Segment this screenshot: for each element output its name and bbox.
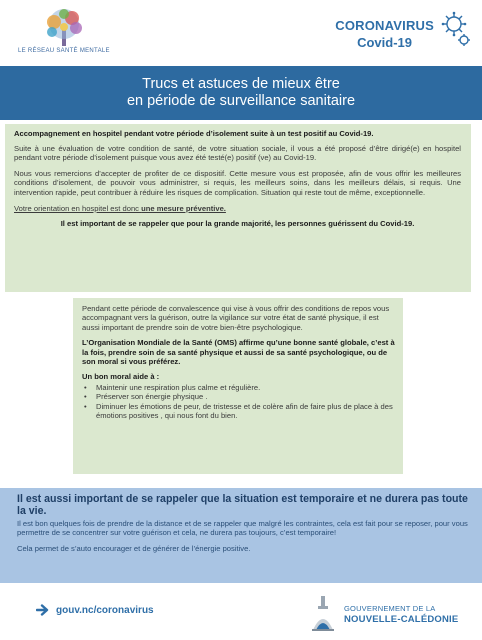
tree-logo-icon — [34, 8, 94, 46]
section3-headline: Il est aussi important de se rappeler que la situation est temporaire et ne durera pas toute la vie. — [17, 493, 468, 518]
list-item: • Maintenir une respiration plus calme et régulière. — [82, 383, 395, 392]
wellbeing-box — [73, 298, 403, 474]
section1-paragraph-1: Suite à une évaluation de votre condition de santé, de votre situation sociale, il vous a été proposé d’être dirigé(e) en hospitel pendant votre période d’isolement puisque vous avez été testé(e) positif (ve) au Covid-19. — [14, 143, 461, 163]
list-item: • Diminuer les émotions de peur, de tristesse et de colère afin de faire plus de place à des émotions positives , qui nous font du bien. — [82, 402, 395, 421]
banner-title-line1: Trucs et astuces de mieux être — [142, 76, 340, 92]
gov-line-2: NOUVELLE-CALÉDONIE — [344, 614, 459, 625]
hospitel-info-box — [5, 124, 471, 292]
gov-emblem-icon — [310, 594, 336, 632]
reseau-sante-mentale-logo — [18, 8, 138, 60]
logo-caption: LE RÉSEAU SANTÉ MENTALE — [18, 48, 110, 54]
covid-subtitle: Covid-19 — [357, 35, 412, 50]
virus-icon — [432, 10, 472, 50]
gouv-coronavirus-link[interactable] — [36, 604, 154, 616]
coronavirus-logo — [307, 10, 472, 58]
orientation-statement — [14, 204, 461, 214]
title-banner — [0, 66, 482, 120]
section2-intro: Pendant cette période de convalescence qui vise à vous offrir des conditions de repos vous accompagnant vers la guérison, outre la vigilance sur votre état de santé physique, il est aussi important de prendre soin de votre bien-être psychologique. — [82, 304, 390, 332]
list-item: • Préserver son énergie physique . — [82, 392, 395, 401]
government-logo — [310, 594, 470, 634]
banner-title-line2: en période de surveillance sanitaire — [126, 93, 356, 109]
orientation-strong: une mesure préventive. — [141, 203, 226, 213]
section3-paragraph-2: Cela permet de s’auto encourager et de générer de l’énergie positive. — [17, 543, 251, 553]
coronavirus-title: CORONAVIRUS — [335, 18, 434, 33]
section1-paragraph-2: Nous vous remercions d’accepter de profiter de ce dispositif. Cette mesure vous est proposée, afin de vous offrir les meilleures conditions d’isolement, de pouvoir vous administrer, si requis, les meilleurs soins, dans les meilleurs délais, si requis. Une intervention rapide, peut contribuer à réduire les risques de complication. Situation qui reste tout de même, exceptionnelle. — [14, 168, 461, 197]
section1-heading: Accompagnement en hospitel pendant votre période d’isolement suite à un test positif au Covid-19. — [14, 129, 374, 138]
section3-paragraph-1: Il est bon quelques fois de prendre de la distance et de se rappeler que malgré les contraintes, cela est fait pour se reposer, pour vous permettre de se concentrer sur votre guérison et cela, ne durera pas toujours, c’est temporaire! — [17, 518, 468, 538]
footer-link-text[interactable]: gouv.nc/coronavirus — [56, 604, 154, 616]
oms-statement: L’Organisation Mondiale de la Santé (OMS) affirme qu’une bonne santé globale, c’est à la fois, prendre soin de sa santé physique et aussi de sa santé psychologique, ou de son moral si vous préférez. — [82, 338, 395, 367]
moral-list-title: Un bon moral aide à : — [82, 372, 160, 382]
orientation-text: Votre orientation en hospitel est donc — [14, 203, 142, 213]
gov-line-1: GOUVERNEMENT DE LA — [344, 604, 436, 613]
important-reminder: Il est important de se rappeler que pour la grande majorité, les personnes guérissent du Covid-19. — [60, 219, 415, 229]
moral-benefits-list — [82, 383, 395, 421]
temporary-situation-box — [0, 488, 482, 583]
arrow-right-icon — [36, 604, 50, 616]
